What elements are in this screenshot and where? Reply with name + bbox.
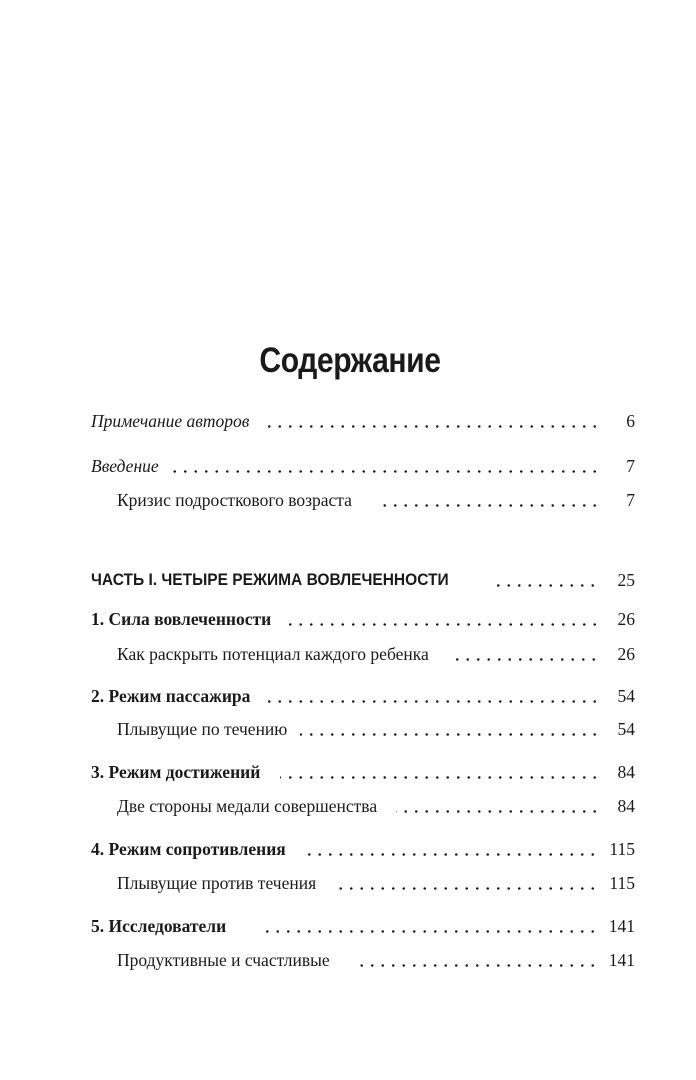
- toc-subentry-chapter-3[interactable]: [0, 793, 696, 819]
- toc-subentry-adolescence-crisis[interactable]: [0, 487, 696, 513]
- dot-leader: [300, 733, 600, 736]
- toc-entry-page: 141: [608, 950, 635, 970]
- toc-entry-page: 141: [608, 916, 635, 936]
- dot-leader: [490, 584, 598, 587]
- toc-part-heading[interactable]: [0, 567, 696, 593]
- dot-leader: [170, 470, 600, 473]
- toc-entry-page: 54: [617, 719, 635, 739]
- toc-entry-label: Плывущие по течению: [117, 716, 291, 742]
- toc-subentry-chapter-2[interactable]: [0, 716, 696, 742]
- dot-leader: [380, 504, 600, 507]
- toc-entry-page: 7: [626, 456, 635, 476]
- toc-entry-page: 84: [617, 762, 635, 782]
- toc-entry-label: Введение: [91, 453, 163, 479]
- dot-leader: [268, 700, 600, 703]
- dot-leader: [358, 964, 598, 967]
- dot-leader: [338, 887, 598, 890]
- toc-entry-authors-note[interactable]: [0, 408, 696, 434]
- toc-entry-page: 25: [617, 570, 635, 590]
- toc-chapter-2[interactable]: [0, 683, 696, 709]
- toc-entry-page: 115: [609, 839, 635, 859]
- toc-entry-label: Кризис подросткового возраста: [117, 487, 356, 513]
- toc-chapter-label: 3. Режим достижений: [91, 759, 264, 785]
- toc-entry-page: 26: [617, 644, 635, 664]
- page-title: Содержание: [259, 341, 441, 381]
- toc-entry-page: 54: [617, 686, 635, 706]
- toc-entry-page: 7: [626, 490, 635, 510]
- toc-chapter-label: 1. Сила вовлеченности: [91, 606, 275, 632]
- toc-entry-page: 26: [617, 609, 635, 629]
- dot-leader: [396, 810, 600, 813]
- toc-entry-introduction[interactable]: [0, 453, 696, 479]
- toc-chapter-label: 2. Режим пассажира: [91, 683, 254, 709]
- toc-chapter-4[interactable]: [0, 836, 696, 862]
- toc-entry-page: 84: [617, 796, 635, 816]
- dot-leader: [268, 425, 600, 428]
- toc-entry-label: Как раскрыть потенциал каждого ребенка: [117, 641, 433, 667]
- dot-leader: [456, 658, 599, 661]
- dot-leader: [308, 853, 598, 856]
- toc-part-label: ЧАСТЬ I. ЧЕТЫРЕ РЕЖИМА ВОВЛЕЧЕННОСТИ: [91, 567, 452, 593]
- toc-entry-page: 115: [609, 873, 635, 893]
- toc-chapter-label: 5. Исследователи: [91, 913, 230, 939]
- toc-entry-label: Плывущие против течения: [117, 870, 320, 896]
- toc-chapter-1[interactable]: [0, 606, 696, 632]
- toc-subentry-chapter-4[interactable]: [0, 870, 696, 896]
- toc-subentry-chapter-1[interactable]: [0, 641, 696, 667]
- toc-subentry-chapter-5[interactable]: [0, 947, 696, 973]
- dot-leader: [258, 930, 598, 933]
- dot-leader: [280, 776, 600, 779]
- toc-chapter-5[interactable]: [0, 913, 696, 939]
- toc-chapter-3[interactable]: [0, 759, 696, 785]
- toc-entry-label: Примечание авторов: [91, 408, 253, 434]
- toc-entry-label: Две стороны медали совершенства: [117, 793, 381, 819]
- toc-entry-page: 6: [626, 411, 635, 431]
- toc-chapter-label: 4. Режим сопротивления: [91, 836, 290, 862]
- dot-leader: [284, 623, 600, 626]
- toc-entry-label: Продуктивные и счастливые: [117, 947, 334, 973]
